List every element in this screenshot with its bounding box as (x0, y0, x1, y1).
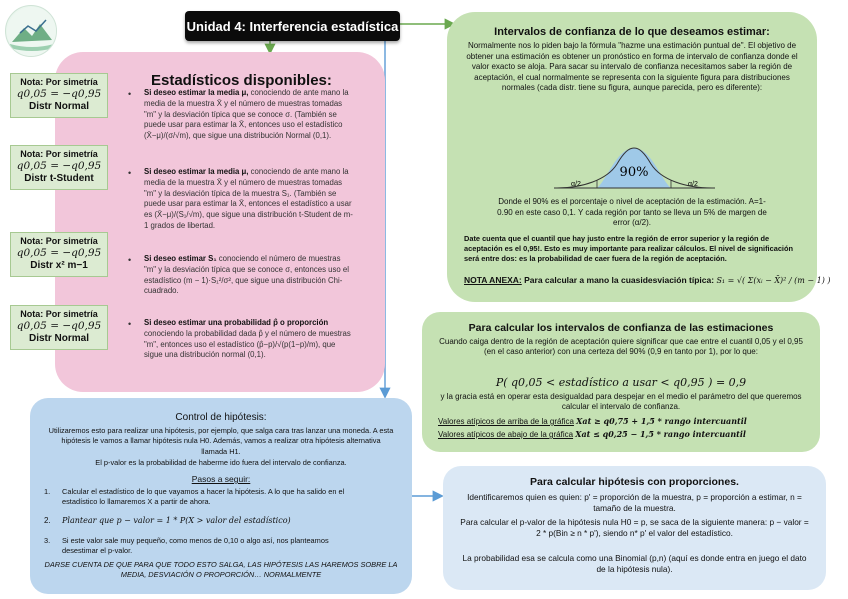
note-label: Nota: Por simetría (20, 309, 98, 319)
paso-text: Plantear que p − valor = 1 * P(X > valor del estadístico) (62, 516, 291, 525)
hipotesis-heading: Control de hipótesis: (175, 412, 267, 423)
paso-number: 3. (44, 536, 51, 545)
atipicos-abajo (438, 429, 808, 439)
estadisticos-heading: Estadísticos disponibles: (151, 72, 332, 89)
tail-right-label: α/2 (688, 181, 698, 188)
hipotesis-text-2: El p-valor es la probabilidad de haberme ido fuera del intervalo de confianza. (95, 458, 347, 467)
bullet-lead: Si deseo estimar S₁ (144, 254, 217, 263)
bullet-media-tstudent (128, 167, 354, 232)
bullet-dot-icon: • (128, 319, 132, 329)
pasos-heading: Pasos a seguir: (191, 474, 251, 484)
bullet-text: conociendo de ante mano la media de la muestra X̄ y el número de muestras tomadas "m" y la desviación típica que se conoce σ. (También se puede usar para estimar la X̄, entonces uso el estadístico (X̄−μ)/(σ/√m), que sigue una distribución Normal (0,1). (144, 88, 349, 140)
intervalos-text-3: Date cuenta que el cuantil que hay justo entre la región de error superior y la región de aceptación es el 0,95!. Esto es muy importante para realizar cálculos. El nivel de significación será entre dos: es la probabilidad de caer fuera de la región de aceptación. (464, 234, 794, 263)
mountain-logo-icon (6, 6, 57, 57)
bullet-media-normal (128, 88, 354, 142)
nota-anexa-text: Para calcular a mano la cuasidesviación típica: (524, 275, 715, 285)
bullet-lead: Si deseo estimar una probabilidad p̂ o proporción (144, 318, 329, 327)
hipotesis-panel (30, 398, 412, 594)
note-distribution: Distr Normal (28, 333, 89, 345)
bullet-text: conociendo la probabilidad dada p̂ y el número de muestras "m", entonces uso el estadístico (p̂−p)/√(p(1−p)/m), que sigue una distribución normal (0,1). (144, 328, 351, 360)
bullet-dot-icon: • (128, 168, 132, 178)
paso-number: 1. (44, 487, 51, 496)
nota-anexa (464, 275, 831, 285)
proporciones-text-3: La probabilidad esa se calcula como una Binomial (p,n) (aquí es donde entra en juego el dato de la hipótesis nula). (462, 553, 807, 574)
paso-text: Si este valor sale muy pequeño, como menos de 0,10 o algo así, nos planteamos desestimar el p-valor. (62, 536, 329, 556)
bullet-text: conociendo el número de muestras "m" y la desviación típica que se conoce σ, entonces uso el estadístico (m − 1)·S₁²/σ², que sigue una distribución Chi-cuadrado. (144, 254, 349, 296)
note-label: Nota: Por simetría (20, 236, 98, 246)
atipicos-abajo-formula: Xat ≤ q0,25 − 1,5 * rango intercuantil (575, 429, 746, 439)
bullet-dot-icon: • (128, 255, 132, 265)
note-label: Nota: Por simetría (20, 149, 98, 159)
calc-intervalos-text-2: y la gracia está en operar esta desigualdad para despejar en el medio el parámetro del que queremos calcular el intervalo de confianza. (440, 392, 802, 412)
calc-intervalos-text-1: Cuando caiga dentro de la región de aceptación quiere significar que cae entre el cuantil 0,05 y el 0,95 (en el caso anterior) con una certeza del 90% (0,9 en tanto por 1), por lo que: (439, 337, 803, 357)
note-label: Nota: Por simetría (20, 77, 98, 87)
bullet-lead: Si deseo estimar la media μ, (144, 167, 249, 176)
note-formula: q0,05 = −q0,95 (16, 247, 102, 260)
note-chi (10, 232, 108, 277)
calc-intervalos-panel (422, 312, 820, 452)
curve-percent-label: 90% (619, 165, 649, 180)
paso-3 (44, 536, 362, 557)
intervalos-panel (447, 12, 831, 302)
atipicos-abajo-label: Valores atípicos de abajo de la gráfica (438, 430, 574, 439)
note-normal-1 (10, 73, 108, 118)
nota-anexa-label: NOTA ANEXA: (464, 275, 522, 285)
page-title: Unidad 4: Interferencia estadística (185, 11, 400, 41)
paso-1 (44, 487, 362, 508)
note-formula: q0,05 = −q0,95 (16, 160, 102, 173)
proporciones-text-1: Identificaremos quien es quien: p' = proporción de la muestra, p = proporción a estimar, n = tamaño de la muestra. (467, 492, 802, 513)
note-formula: q0,05 = −q0,95 (16, 88, 102, 101)
logo (5, 5, 57, 57)
note-distribution: Distr t-Student (24, 173, 94, 185)
calc-intervalos-heading: Para calcular los intervalos de confianza de las estimaciones (468, 322, 774, 334)
note-formula: q0,05 = −q0,95 (16, 320, 102, 333)
hipotesis-text-1: Utilizaremos esto para realizar una hipótesis, por ejemplo, que salga cara tras lanzar una moneda. A esta hipótesis le vamos a llamar hipótesis nula H0. Además, vamos a realizar otra hipótesis alternativa llamada H1. (48, 426, 394, 456)
hipotesis-footer: DARSE CUENTA DE QUE PARA QUE TODO ESTO SALGA, LAS HIPÓTESIS LAS HAREMOS SOBRE LA MEDIA, DESVIACIÓN O PROPORCIÓN… NORMALMENTE (44, 560, 398, 579)
tail-left-label: α/2 (571, 181, 581, 188)
probability-formula: P( q0,05 < estadístico a usar < q0,95 ) = 0,9 (495, 376, 747, 389)
paso-text: Calcular el estadístico de lo que vayamos a hacer la hipótesis. A lo que ha salido en el estadístico lo llamaremos X a partir de ahora. (62, 487, 345, 507)
proporciones-text-2: Para calcular el p-valor de la hipótesis nula H0 = p, se saca de la siguiente manera: p − valor = 2 * p(Bin ≥ n * p'), siendo n* p' el valor del estadístico. (460, 517, 809, 538)
note-tstudent (10, 145, 108, 190)
bullet-proporcion (128, 318, 354, 361)
intervalos-text-2: Donde el 90% es el porcentaje o nivel de aceptación de la estimación. A=1-0.90 en este caso 0,1. Y cada región por tanto se lleva un 5% de margen de error (α/2). (497, 197, 767, 228)
bullet-lead: Si deseo estimar la media μ, (144, 88, 249, 97)
intervalos-heading: Intervalos de confianza de lo que deseamos estimar: (494, 26, 770, 38)
intervalos-text-1: Normalmente nos lo piden bajo la fórmula "hazme una estimación puntual de". El objetivo de obtener una estimación es obtener un pronóstico en forma de intervalo de confianza donde el valor exacto se aloja. Para sacar su intervalo de confianza necesitamos saber la región de aceptación, el cual normalmente se representa con la siguiente figura para distribuciones normales (cada distr. tiene su figura, aunque parecida, pero es diferente): (466, 41, 798, 93)
paso-number: 2. (44, 516, 51, 525)
cuasidesviacion-formula: S₁ = √( Σ(xᵢ − X̄)² / (m − 1) ) (716, 276, 831, 285)
bullet-dot-icon: • (128, 89, 132, 99)
normal-curve-figure (552, 140, 717, 195)
atipicos-arriba-formula: Xat ≥ q0,75 + 1,5 * rango intercuantil (576, 416, 747, 426)
note-distribution: Distr x² m−1 (30, 260, 88, 272)
proporciones-panel (443, 466, 826, 590)
bullet-text: conociendo de ante mano la media de la muestra X̄ y el número de muestras tomadas "m" y la desviación típica de la muestra S₁. (También se puede usar para estimar la X̄, entonces el estadístico a usar es (X̄−μ)/(S₁/√m), que sigue una distribución t-Student de m-1 grados de libertad. (144, 167, 353, 230)
atipicos-arriba (438, 416, 808, 426)
bullet-desviacion (128, 254, 354, 297)
note-normal-2 (10, 305, 108, 350)
note-distribution: Distr Normal (28, 101, 89, 113)
proporciones-heading: Para calcular hipótesis con proporciones. (530, 476, 739, 488)
paso-2 (44, 516, 392, 525)
atipicos-arriba-label: Valores atípicos de arriba de la gráfica (438, 417, 574, 426)
